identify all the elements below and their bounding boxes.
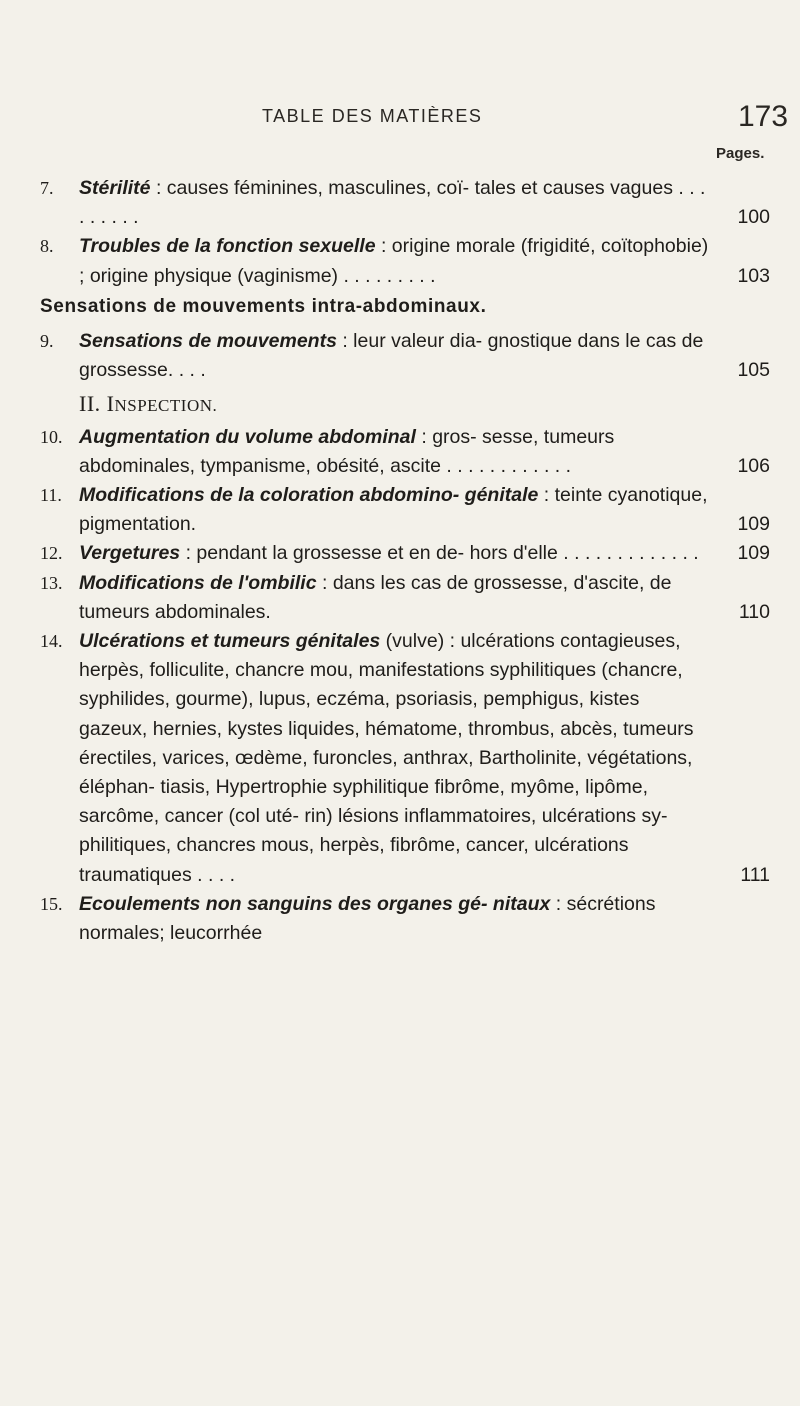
- entry-number: 10.: [40, 426, 63, 447]
- entry-number: 7.: [40, 178, 54, 198]
- entry-page: 111: [740, 863, 770, 886]
- entry-page: 100: [737, 206, 770, 229]
- entry-description: : causes féminines, masculines, coï- tales et causes vagues . . . . . . . . .: [79, 177, 706, 229]
- entry-number: 14.: [40, 631, 63, 652]
- toc-entry: [40, 327, 770, 385]
- entry-page: 103: [737, 264, 770, 287]
- entries-before: [40, 174, 770, 291]
- entry-title: Augmentation du volume abdominal: [79, 425, 416, 448]
- section-heading: Sensations de mouvements intra-abdominaux.: [40, 295, 487, 317]
- entry-page: 106: [737, 454, 770, 477]
- entry-number: 15.: [40, 893, 63, 914]
- entry-title: Ecoulements non sanguins des organes gé- nitaux: [79, 892, 551, 915]
- table-of-contents: [40, 174, 770, 948]
- toc-entry: [40, 539, 770, 568]
- running-head-title: TABLE DES MATIÈRES: [262, 106, 483, 126]
- entry-title: Modifications de la coloration abdomino- génitale: [79, 484, 539, 507]
- toc-entry: [40, 174, 770, 232]
- toc-entry: [40, 569, 770, 627]
- entry-title: Modifications de l'ombilic: [79, 571, 317, 594]
- entry-description: : origine morale (frigidité, coïtophobie) ; origine physique (vaginisme) . . . . . . . . .: [79, 235, 709, 287]
- toc-entry: [40, 481, 770, 539]
- entry-description: : dans les cas de grossesse, d'ascite, de tumeurs abdominales.: [79, 571, 672, 623]
- toc-entry: [40, 627, 770, 890]
- entry-description: : gros- sesse, tumeurs abdominales, tympanisme, obésité, ascite . . . . . . . . . . . .: [79, 425, 615, 477]
- entries-section: [40, 327, 770, 385]
- entry-page: 109: [737, 542, 770, 565]
- entry-number: 8.: [40, 236, 54, 257]
- page-number: 173: [738, 100, 789, 133]
- entry-number: 12.: [40, 543, 63, 564]
- subsection-rest: NSPECTION.: [114, 396, 218, 416]
- entry-page: 105: [737, 359, 770, 382]
- entry-number: 9.: [40, 331, 54, 352]
- pages-column-label: Pages.: [716, 145, 765, 162]
- running-head: [0, 100, 800, 140]
- entry-number: 13.: [40, 572, 63, 593]
- entry-title: Troubles de la fonction sexuelle: [79, 235, 376, 258]
- toc-entry: [40, 423, 770, 481]
- entry-description: : teinte cyanotique, pigmentation.: [79, 484, 708, 536]
- subsection-heading: [79, 389, 770, 420]
- entry-number: 11.: [40, 485, 62, 506]
- subsection-numeral: II.: [79, 391, 101, 417]
- entries-after: [40, 423, 770, 949]
- entry-title: Vergetures: [79, 542, 181, 565]
- entry-description: (vulve) : ulcérations contagieuses, herpès, folliculite, chancre mou, manifestations syphilitiques (chancre, syphilides, gourme), lupus, eczéma, psoriasis, pemphigus, kistes gazeux, hernies, kystes liquides, hématome, thrombus, abcès, tumeurs érectiles, varices, œdème, furoncles, anthrax, Bartholinite, végétations, éléphan- tiasis, Hypertrophie syphilitique fibrôme, myôme, lipôme, sarcôme, cancer (col uté- rin) lésions inflammatoires, ulcérations sy- philitiques, chancres mous, herpès, fibrôme, cancer, ulcérations traumatiques . . . .: [79, 630, 694, 886]
- entry-description: : sécrétions normales; leucorrhée: [79, 892, 656, 945]
- entry-title: Ulcérations et tumeurs génitales: [79, 630, 381, 653]
- entry-description: : pendant la grossesse et en de- hors d'elle . . . . . . . . . . . . .: [180, 542, 699, 565]
- entry-page: 109: [737, 513, 770, 536]
- entry-page: 110: [738, 600, 770, 623]
- entry-title: Stérilité: [79, 177, 151, 199]
- toc-entry: [40, 890, 770, 948]
- toc-entry: [40, 232, 770, 290]
- entry-description: : leur valeur dia- gnostique dans le cas de grossesse. . . .: [79, 330, 704, 382]
- subsection-initial: I: [106, 391, 115, 417]
- entry-title: Sensations de mouvements: [79, 330, 337, 353]
